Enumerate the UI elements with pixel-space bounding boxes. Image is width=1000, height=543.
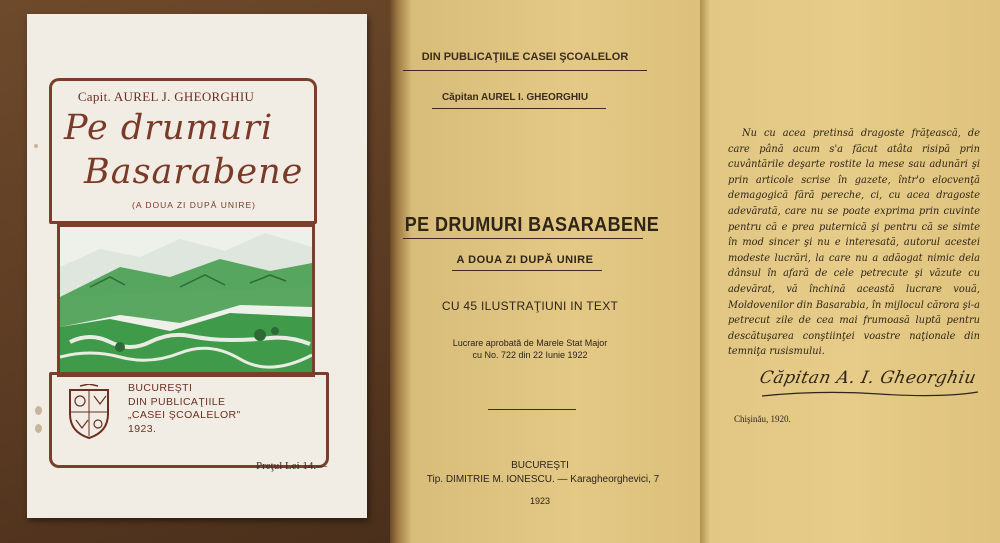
title-page-subtitle: A DOUA ZI DUPĂ UNIRE — [456, 254, 594, 266]
mountain-landscape-illustration — [60, 227, 312, 374]
title-page-title: PE DRUMURI BASARABENE — [404, 212, 660, 236]
coat-of-arms-icon — [66, 384, 112, 440]
publisher-line: 1923. — [128, 422, 157, 435]
signature-underline — [760, 388, 980, 402]
divider — [403, 70, 647, 71]
title-page-author: Căpitan AUREL I. GHEORGHIU — [441, 92, 589, 103]
place-date: Chişinău, 1920. — [734, 414, 791, 424]
cover-subtitle: (A DOUA ZI DUPĂ UNIRE) — [131, 200, 256, 210]
illustrations-note: CU 45 ILUSTRAŢIUNI IN TEXT — [441, 299, 619, 313]
series-heading: DIN PUBLICAŢIILE CASEI ŞCOALELOR — [421, 51, 629, 63]
cover-publisher-block — [128, 382, 308, 436]
divider — [403, 238, 643, 239]
approval-line: Lucrare aprobată de Marele Stat Major — [452, 338, 608, 348]
imprint-printer: Tip. DIMITRIE M. IONESCU. — Karagheorghevici, 7 — [426, 474, 660, 485]
publisher-line: „CASEI ŞCOALELOR" — [128, 409, 241, 422]
imprint-city: BUCUREŞTI — [511, 460, 569, 471]
binding-hole — [35, 424, 42, 433]
cover-title-line2: Basarabene — [84, 152, 304, 192]
cover-title-line1: Pe drumuri — [64, 108, 274, 148]
approval-line: cu No. 722 din 22 Iunie 1922 — [472, 350, 588, 360]
binding-hole — [35, 406, 42, 415]
dedication-text: Nu cu acea pretinsă dragoste frăţească, de care până acum s'a făcut atâta risipă prin cuvântările deşarte rostite la mese sau adunări şi prin articole scrise în gazete, într'o elocvenţă demagogică fără pereche, ci, cu acea dragoste adevărată, care nu se poate exprima prin cuvinte pentru că e prea puternică şi pentru că se simte în mod sincer şi nu e interesată, autorul acestei modeste lucrări, la care nu a adăogat nimic dela dânsul în afară de cele petrecute şi văzute cu adevărat, vă închină această lucrare vouă, Moldovenilor din Basarabia, în mijlocul cărora şi-a petrecut zile de cea mai frumoasă luptă pentru descătuşarea conştiinţei voastre naţionale din temniţa rusismului. — [728, 128, 980, 358]
imprint-year: 1923 — [529, 496, 551, 506]
divider — [432, 108, 606, 109]
cover-price: Preţul Lei 14.— — [256, 460, 328, 472]
handwritten-signature: Căpitan A. I. Gheorghiu — [757, 368, 979, 388]
divider — [488, 409, 576, 410]
cover-illustration — [57, 224, 315, 377]
publisher-line: BUCUREŞTI — [128, 382, 193, 394]
binding-hole — [34, 144, 38, 148]
divider — [452, 270, 602, 271]
cover-author: Capit. AUREL J. GHEORGHIU — [77, 89, 255, 104]
publisher-line: DIN PUBLICAŢIILE — [128, 395, 226, 408]
